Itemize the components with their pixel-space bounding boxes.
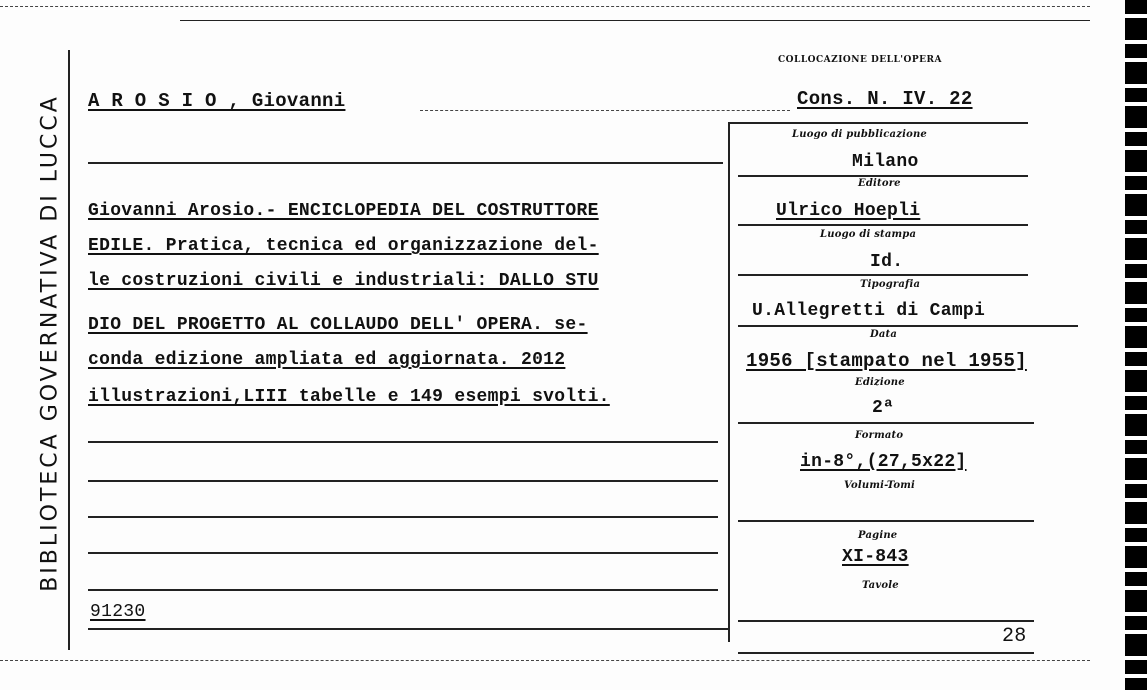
printer-value: U.Allegretti di Campi [752,301,986,321]
field-rule [738,175,1028,177]
bottom-rule [88,628,728,630]
blank-rule [88,480,718,482]
blank-rule [88,589,718,591]
shelfmark: Cons. N. IV. 22 [797,88,973,110]
publisher-label: Editore [858,178,901,189]
field-rule [738,620,1034,622]
edition-label: Edizione [855,377,905,388]
field-rule [738,325,1078,327]
format-label: Formato [855,430,904,441]
place-value: Milano [852,152,919,172]
right-bottom-rule [738,652,1034,654]
blank-rule [88,552,718,554]
inventory-number: 91230 [90,602,146,622]
left-margin-rule [68,50,70,650]
scan-edge [1125,0,1147,690]
card-number: 28 [1002,625,1027,648]
field-rule [738,422,1034,424]
volumes-label: Volumi-Tomi [844,480,915,491]
date-value: 1956 [stampato nel 1955] [746,350,1027,372]
blank-rule [88,441,718,443]
description-line: conda edizione ampliata ed aggiornata. 2012 [88,350,566,370]
field-rule [738,224,1028,226]
right-panel-top [728,122,1028,124]
description-line: illustrazioni,LIII tabelle e 149 esempi svolti. [88,387,610,407]
date-label: Data [870,329,898,340]
plates-label: Tavole [862,580,899,591]
field-rule [738,274,1028,276]
library-stamp: BIBLIOTECA GOVERNATIVA DI LUCCA [37,94,63,592]
pages-label: Pagine [858,530,898,541]
author-heading: A R O S I O , Giovanni [88,90,346,112]
description-line: Giovanni Arosio.- ENCICLOPEDIA DEL COSTRUTTORE [88,201,599,221]
top-edge-line [0,6,1090,7]
publisher-value: Ulrico Hoepli [776,201,921,221]
field-rule [738,520,1034,522]
right-panel-border [728,122,730,642]
format-value: in-8°,(27,5x22] [800,452,967,472]
top-edge-line-solid [180,20,1090,21]
description-line: EDILE. Pratica, tecnica ed organizzazione del- [88,236,599,256]
blank-rule [88,516,718,518]
print-place-value: Id. [870,252,904,272]
printer-label: Tipografia [860,279,921,290]
pages-value: XI-843 [842,547,909,567]
description-line: le costruzioni civili e industriali: DALLO STU [88,271,599,291]
description-line: DIO DEL PROGETTO AL COLLAUDO DELL' OPERA. se- [88,315,588,335]
collocation-header: COLLOCAZIONE DELL'OPERA [778,55,942,65]
edition-value: 2ª [872,398,895,418]
bottom-edge-line [0,660,1090,661]
author-rule [420,110,790,111]
blank-rule [88,162,723,164]
place-label: Luogo di pubblicazione [792,129,927,140]
print-place-label: Luogo di stampa [820,229,917,240]
